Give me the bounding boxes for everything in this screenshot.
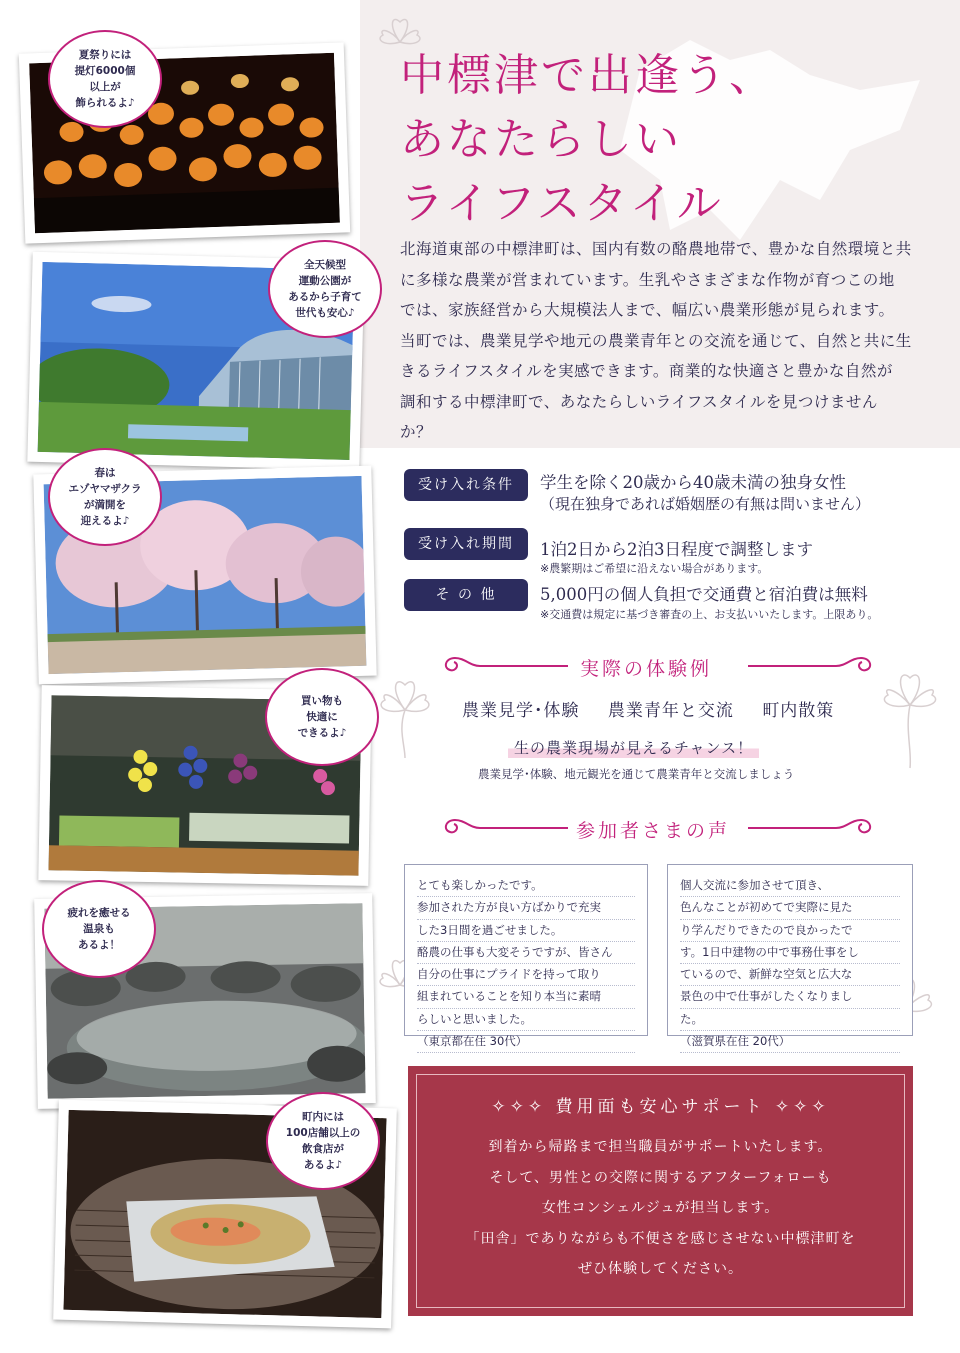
testimonial-line: とても楽しかったです。 bbox=[417, 875, 635, 897]
support-title: ✧✧✧ 費用面も安心サポート ✧✧✧ bbox=[491, 1097, 830, 1117]
condition-label: 受け入れ条件 bbox=[404, 469, 528, 501]
testimonial-line: した3日間を過ごせました。 bbox=[417, 920, 635, 942]
intro-line: きるライフスタイルを実感できます。商業的な快適さと豊かな自然が bbox=[400, 362, 893, 380]
testimonial-line: り学んだりできたので良かったで bbox=[680, 920, 900, 942]
experience-items bbox=[462, 696, 856, 721]
testimonial-author: （滋賀県在住 20代） bbox=[680, 1031, 900, 1053]
testimonial-line: す。1日中建物の中で事務仕事をし bbox=[680, 942, 900, 964]
support-line: 女性コンシェルジュが担当します。 bbox=[541, 1200, 780, 1216]
headline-line-2: あなたらしい bbox=[400, 114, 682, 165]
testimonial-line: た。 bbox=[680, 1009, 900, 1031]
testimonial-line: 組まれていることを知り本当に素晴 bbox=[417, 986, 635, 1008]
testimonial-line: ているので、新鮮な空気と広大な bbox=[680, 964, 900, 986]
testimonial-author: （東京都在住 30代） bbox=[417, 1031, 635, 1053]
experience-item: 農業青年と交流 bbox=[607, 701, 734, 721]
condition-text-2: （現在独身であれば婚姻歴の有無は問いません） bbox=[540, 495, 871, 513]
support-box bbox=[408, 1066, 913, 1316]
speech-bubble: 夏祭りには 提灯6000個 以上が 飾られるよ♪ bbox=[48, 30, 162, 128]
experience-subtext: 農業見学･体験、地元観光を通じて農業青年と交流しましょう bbox=[478, 767, 795, 781]
condition-text: 1泊2日から2泊3日程度で調整します bbox=[540, 540, 813, 559]
speech-bubble: 春は エゾヤマザクラ が満開を 迎えるよ♪ bbox=[48, 448, 162, 546]
swirl-divider-left bbox=[440, 654, 570, 678]
flower-ornament-icon bbox=[870, 660, 950, 770]
experience-item: 町内散策 bbox=[762, 701, 835, 721]
swirl-divider-left bbox=[440, 816, 570, 840]
testimonial-line: 景色の中で仕事がしたくなりまし bbox=[680, 986, 900, 1008]
condition-text: 5,000円の個人負担で交通費と宿泊費は無料 bbox=[540, 585, 868, 604]
swirl-divider-right bbox=[746, 816, 876, 840]
condition-label: 受け入れ期間 bbox=[404, 528, 528, 560]
speech-bubble: 疲れを癒せる 温泉も あるよ！ bbox=[42, 880, 156, 978]
headline-line-3: ライフスタイル bbox=[400, 178, 724, 229]
support-line: ぜひ体験してください。 bbox=[578, 1261, 743, 1277]
intro-line: か？ bbox=[400, 423, 433, 441]
intro-line: では、家族経営から大規模法人まで、幅広い農業形態が見られます。 bbox=[400, 301, 895, 319]
testimonial-card bbox=[404, 864, 648, 1049]
swirl-divider-right bbox=[746, 654, 876, 678]
intro-line: 北海道東部の中標津町は、国内有数の酪農地帯で、豊かな自然環境と共 bbox=[400, 240, 912, 258]
intro-line: 当町では、農業見学や地元の農業青年との交流を通じて、自然と共に生 bbox=[400, 331, 912, 350]
speech-bubble: 町内には 100店舗以上の 飲食店が あるよ♪ bbox=[266, 1092, 380, 1190]
speech-bubble: 全天候型 運動公園が あるから子育て 世代も安心♪ bbox=[268, 240, 382, 338]
testimonial-line: 色んなことが初めてで実際に見た bbox=[680, 897, 900, 919]
intro-line: に多様な農業が営まれています。生乳やさまざまな作物が育つこの地 bbox=[400, 270, 895, 289]
experience-title: 実際の体験例 bbox=[580, 658, 713, 680]
condition-note: ※交通費は規定に基づき審査の上、お支払いいたします。上限あり。 bbox=[540, 608, 879, 621]
testimonial-line: 酪農の仕事も大変そうですが、皆さん bbox=[417, 942, 635, 964]
support-line: 「田舎」でありながらも不便さを感じさせない中標津町を bbox=[465, 1230, 856, 1247]
condition-text: 学生を除く20歳から40歳未満の独身女性 bbox=[540, 473, 846, 492]
testimonial-line: 自分の仕事にプライドを持って取り bbox=[417, 964, 635, 986]
testimonial-card bbox=[667, 864, 913, 1049]
flower-ornament-icon bbox=[370, 10, 430, 80]
testimonial-line: 個人交流に参加させて頂き、 bbox=[680, 875, 900, 897]
flower-ornament-icon bbox=[370, 670, 440, 760]
condition-note: ※農繁期はご希望に沿えない場合があります。 bbox=[540, 562, 769, 575]
testimonial-line: 参加された方が良い方ばかりで充実 bbox=[417, 897, 635, 919]
experience-highlight: 生の農業現場が見えるチャンス！ bbox=[508, 737, 759, 758]
headline-line-1: 中標津で出逢う、 bbox=[400, 50, 776, 101]
condition-label: そ の 他 bbox=[404, 579, 528, 611]
testimonial-line: らしいと思いました。 bbox=[417, 1009, 635, 1031]
support-line: 到着から帰路まで担当職員がサポートいたします。 bbox=[488, 1139, 833, 1155]
speech-bubble: 買い物も 快適に できるよ♪ bbox=[265, 668, 379, 766]
voices-title: 参加者さまの声 bbox=[576, 820, 731, 842]
intro-paragraph bbox=[400, 234, 920, 448]
page-headline bbox=[400, 44, 776, 236]
intro-line: 調和する中標津町で、あなたらしいライフスタイルを見つけません bbox=[400, 392, 878, 411]
experience-item: 農業見学･体験 bbox=[462, 701, 580, 721]
support-body bbox=[408, 1132, 913, 1285]
support-line: そして、男性との交際に関するアフターフォローも bbox=[489, 1169, 832, 1186]
